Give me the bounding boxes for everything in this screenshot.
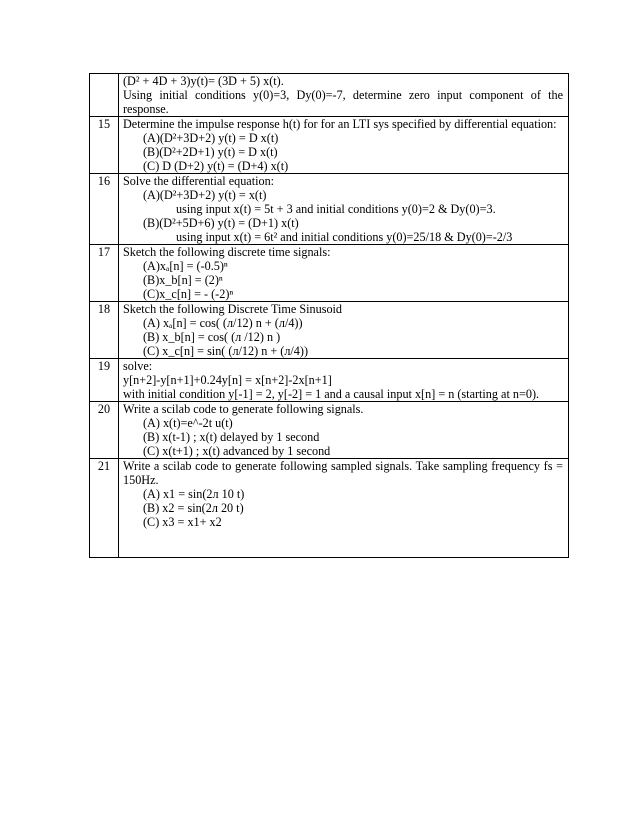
question-line: (A)(D²+3D+2) y(t) = x(t): [143, 188, 267, 202]
question-line: (C)x_c[n] = - (-2)ⁿ: [143, 287, 234, 301]
question-line: (C) D (D+2) y(t) = (D+4) x(t): [143, 159, 289, 173]
question-number: 18: [90, 302, 119, 359]
question-body: [119, 117, 569, 174]
question-body: [119, 174, 569, 245]
question-line: Sketch the following Discrete Time Sinusoid: [123, 302, 343, 316]
question-body: [119, 402, 569, 459]
table-row: [90, 174, 569, 245]
question-line: Determine the impulse response h(t) for for an LTI sys specified by differential equation:: [123, 117, 557, 131]
question-line: Write a scilab code to generate following signals.: [123, 402, 364, 416]
question-body: [119, 245, 569, 302]
table-row: [90, 459, 569, 558]
question-body: [119, 74, 569, 117]
question-line: with initial condition y[-1] = 2, y[-2] = 1 and a causal input x[n] = n (starting at n=0).: [123, 387, 540, 401]
question-line: (A) x1 = sin(2л 10 t): [143, 487, 245, 501]
question-line: using input x(t) = 5t + 3 and initial conditions y(0)=2 & Dy(0)=3.: [176, 202, 496, 216]
table-row: [90, 117, 569, 174]
question-body: [119, 459, 569, 558]
question-line: (C) x3 = x1+ x2: [143, 515, 222, 529]
question-line: (C) x_c[n] = sin( (л/12) n + (л/4)): [143, 344, 309, 358]
question-number: 15: [90, 117, 119, 174]
question-body: [119, 359, 569, 402]
question-line: Using initial conditions y(0)=3, Dy(0)=-7, determine zero input component of the response.: [123, 88, 563, 116]
question-line: solve:: [123, 359, 153, 373]
question-line: y[n+2]-y[n+1]+0.24y[n] = x[n+2]-2x[n+1]: [123, 373, 332, 387]
question-number: 20: [90, 402, 119, 459]
table-row: [90, 302, 569, 359]
question-number: 17: [90, 245, 119, 302]
question-number: 16: [90, 174, 119, 245]
question-number: [90, 74, 119, 117]
question-body: [119, 302, 569, 359]
question-line: (B) x2 = sin(2л 20 t): [143, 501, 244, 515]
question-line: using input x(t) = 6t² and initial conditions y(0)=25/18 & Dy(0)=-2/3: [176, 230, 513, 244]
question-line: (B)x_b[n] = (2)ⁿ: [143, 273, 223, 287]
question-number: 19: [90, 359, 119, 402]
table-row: [90, 402, 569, 459]
question-line: (C) x(t+1) ; x(t) advanced by 1 second: [143, 444, 331, 458]
question-line: (D² + 4D + 3)y(t)= (3D + 5) x(t).: [123, 74, 284, 88]
table-row: [90, 359, 569, 402]
question-line: (A)xₐ[n] = (-0.5)ⁿ: [143, 259, 228, 273]
question-line: Write a scilab code to generate following sampled signals. Take sampling frequency fs = 150Hz.: [123, 459, 563, 487]
question-line: (B)(D²+2D+1) y(t) = D x(t): [143, 145, 278, 159]
question-line: (A) xₐ[n] = cos( (л/12) n + (л/4)): [143, 316, 303, 330]
table-row: [90, 245, 569, 302]
question-line: Solve the differential equation:: [123, 174, 275, 188]
question-line: (B) x(t-1) ; x(t) delayed by 1 second: [143, 430, 320, 444]
table-row: [90, 74, 569, 117]
question-number: 21: [90, 459, 119, 558]
question-line: (A)(D²+3D+2) y(t) = D x(t): [143, 131, 279, 145]
questions-table: [89, 73, 569, 558]
question-line: (B)(D²+5D+6) y(t) = (D+1) x(t): [143, 216, 299, 230]
question-line: (B) x_b[n] = cos( (л /12) n ): [143, 330, 281, 344]
question-line: Sketch the following discrete time signals:: [123, 245, 331, 259]
question-line: (A) x(t)=e^-2t u(t): [143, 416, 233, 430]
